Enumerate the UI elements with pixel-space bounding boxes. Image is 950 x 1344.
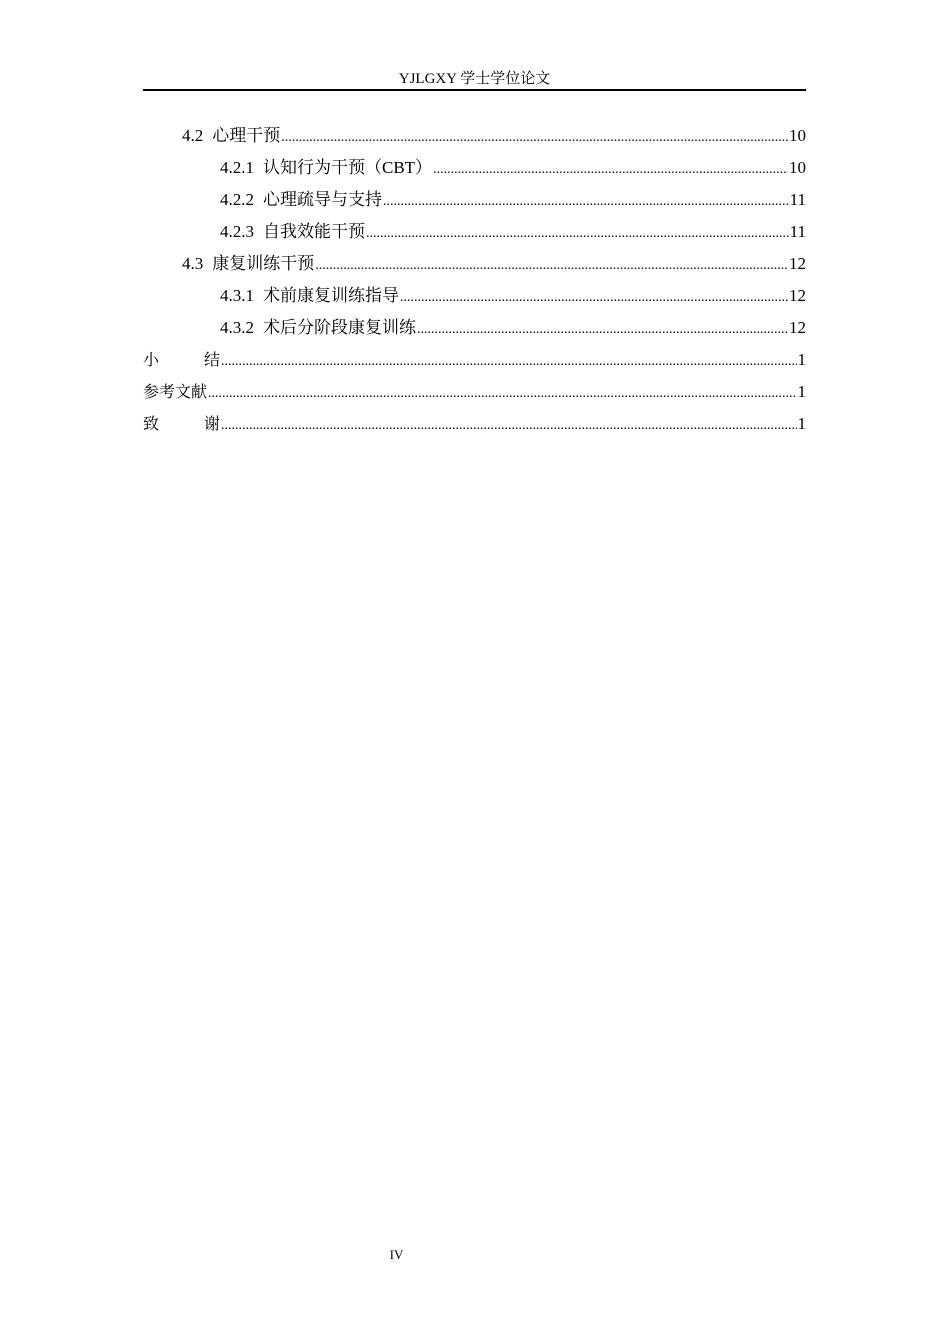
toc-dot-leader [315,252,788,280]
toc-entry-title: 心理干预 [212,126,281,145]
toc-entry-number: 4.2.3 [220,222,254,241]
toc-dot-leader [417,316,788,344]
toc-entry-page: 11 [789,190,806,209]
toc-entry-page: 12 [789,318,806,337]
toc-dot-leader [221,348,797,376]
toc-entry-references[interactable] [143,378,806,410]
toc-entry-number: 4.3.2 [220,318,254,337]
toc-entry-page: 11 [789,222,806,241]
toc-entry-4-3-2[interactable] [143,314,806,346]
toc-entry-page: 1 [797,414,806,433]
toc-entry-number: 4.3.1 [220,286,254,305]
toc-dot-leader [400,284,788,312]
toc-entry-title: 术前康复训练指导 [263,286,399,305]
toc-entry-4-2-2[interactable] [143,186,806,218]
toc-entry-4-3[interactable] [143,250,806,282]
toc-dot-leader [383,188,789,216]
toc-entry-title: 认知行为干预（CBT） [263,158,433,177]
toc-dot-leader [281,124,788,152]
page-header: YJLGXY 学士学位论文 [398,71,551,87]
toc-entry-page: 10 [789,158,806,177]
toc-dot-leader [221,412,797,440]
toc-entry-page: 12 [789,286,806,305]
toc-entry-number: 4.2.1 [220,158,254,177]
toc-dot-leader [208,380,796,408]
toc-entry-page: 1 [797,350,806,369]
toc-entry-4-2-1[interactable] [143,154,806,186]
toc-entry-number: 4.3 [182,254,204,273]
toc-dot-leader [433,156,788,184]
toc-entry-title: 参考文献 [143,382,208,401]
toc-entry-title: 致谢 [143,414,220,433]
toc-entry-title: 康复训练干预 [212,254,315,273]
page-number: IV [389,1247,404,1262]
header-rule [143,89,806,91]
toc-entry-page: 12 [789,254,806,273]
toc-entry-summary[interactable] [143,346,806,378]
toc-entry-number: 4.2.2 [220,190,254,209]
toc-entry-4-2[interactable] [143,122,806,154]
toc-entry-title: 心理疏导与支持 [263,190,382,209]
toc-entry-page: 10 [789,126,806,145]
table-of-contents [143,122,806,442]
toc-entry-title: 小结 [143,350,220,369]
toc-entry-title: 术后分阶段康复训练 [263,318,416,337]
toc-entry-4-2-3[interactable] [143,218,806,250]
toc-entry-4-3-1[interactable] [143,282,806,314]
toc-dot-leader [366,220,789,248]
toc-entry-title: 自我效能干预 [263,222,365,241]
toc-entry-number: 4.2 [182,126,204,145]
toc-entry-page: 1 [797,382,806,401]
toc-entry-acknowledgements[interactable] [143,410,806,442]
